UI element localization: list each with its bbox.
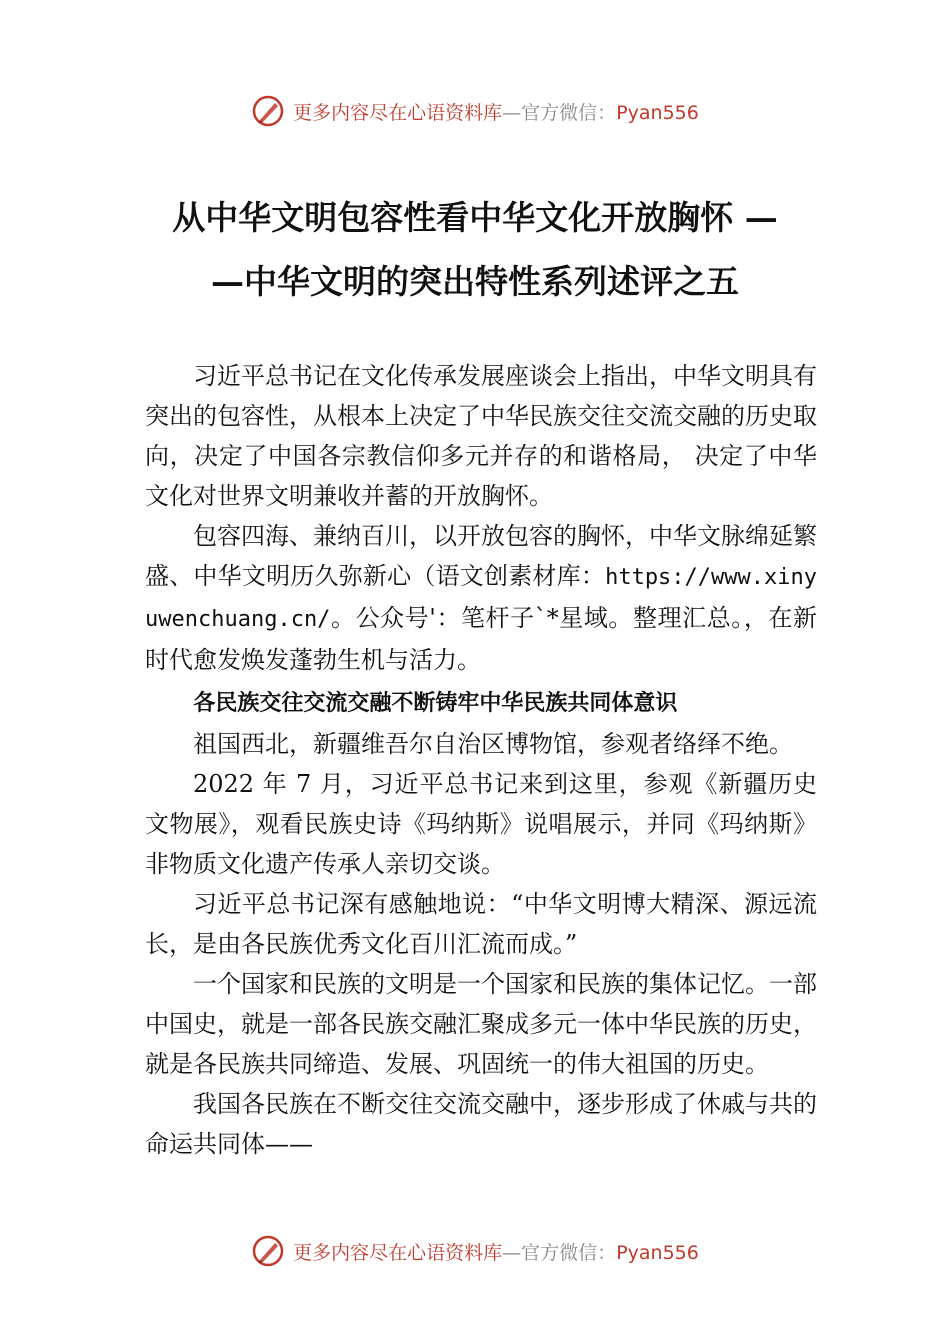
watermark-wechat-id: Pyan556 bbox=[616, 101, 699, 124]
watermark-text bbox=[293, 1238, 699, 1265]
watermark-text bbox=[293, 98, 699, 125]
source-url-link[interactable]: https://www.xinyuwenchuang.cn/ bbox=[145, 565, 817, 632]
watermark-site: 更多内容尽在心语资料库 bbox=[293, 101, 503, 124]
watermark-wechat-id: Pyan556 bbox=[616, 1241, 699, 1264]
watermark-wechat-label: 官方微信： bbox=[521, 1241, 617, 1264]
watermark-dash: — bbox=[502, 1241, 522, 1264]
paragraph-6: 一个国家和民族的文明是一个国家和民族的集体记忆。一部中国史，就是一部各民族交融汇聚成多元一体中华民族的历史，就是各民族共同缔造、发展、巩固统一的伟大祖国的历史。 bbox=[145, 970, 817, 1078]
paragraph-5: 习近平总书记深有感触地说：“中华文明博大精深、源远流长，是由各民族优秀文化百川汇流而成。” bbox=[145, 890, 817, 958]
document-body bbox=[145, 356, 817, 1164]
pen-logo-icon bbox=[251, 1234, 285, 1268]
header-watermark bbox=[0, 94, 950, 128]
section-heading-1: 各民族交往交流交融不断铸牢中华民族共同体意识 bbox=[193, 691, 678, 716]
document-title bbox=[120, 186, 830, 314]
watermark-wechat-label: 官方微信： bbox=[521, 101, 617, 124]
paragraph-1: 习近平总书记在文化传承发展座谈会上指出，中华文明具有突出的包容性，从根本上决定了中华民族交往交流交融的历史取向，决定了中国各宗教信仰多元并存的和谐格局， 决定了中华文化对世界文明兼收并蓄的开放胸怀。 bbox=[145, 362, 817, 510]
paragraph-2 bbox=[145, 516, 817, 680]
paragraph-2-text-b: 。公众号'：笔杆子`*星域。整理汇总。，在新时代愈发焕发蓬勃生机与活力。 bbox=[145, 604, 817, 674]
pen-logo-icon bbox=[251, 94, 285, 128]
paragraph-2-text-a: 包容四海、兼纳百川，以开放包容的胸怀，中华文脉绵延繁盛、中华文明历久弥新心（语文创素材库： bbox=[145, 522, 817, 590]
paragraph-7: 我国各民族在不断交往交流交融中，逐步形成了休戚与共的命运共同体—— bbox=[145, 1090, 817, 1158]
watermark-site: 更多内容尽在心语资料库 bbox=[293, 1241, 503, 1264]
footer-watermark bbox=[0, 1234, 950, 1268]
paragraph-3: 祖国西北，新疆维吾尔自治区博物馆，参观者络绎不绝。 bbox=[193, 730, 793, 758]
title-line-1: 从中华文明包容性看中华文化开放胸怀 — bbox=[172, 198, 778, 237]
watermark-dash: — bbox=[502, 101, 522, 124]
title-line-2: —中华文明的突出特性系列述评之五 bbox=[211, 262, 739, 301]
paragraph-4: 2022 年 7 月，习近平总书记来到这里，参观《新疆历史文物展》，观看民族史诗《玛纳斯》说唱展示，并同《玛纳斯》非物质文化遗产传承人亲切交谈。 bbox=[145, 770, 817, 878]
